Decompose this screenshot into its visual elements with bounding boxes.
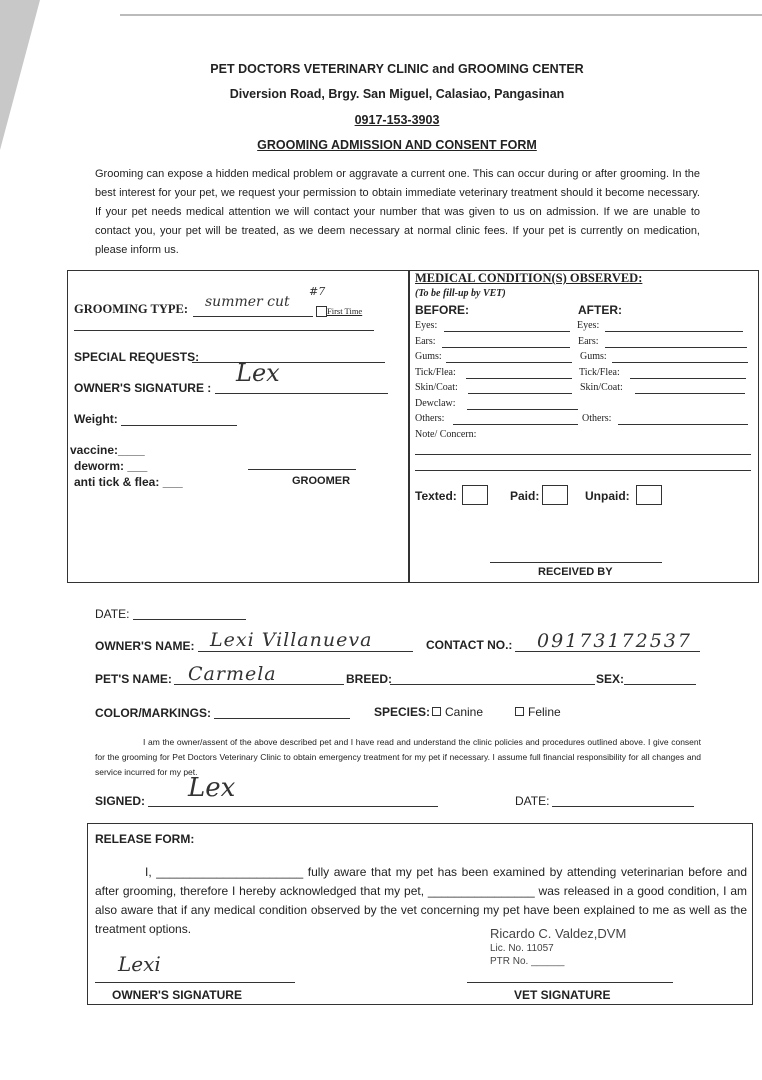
column-divider [408, 270, 410, 582]
before-others-field[interactable] [453, 424, 578, 425]
date-label: DATE: [95, 607, 130, 621]
after-others-label: Others: [582, 413, 612, 424]
consent-text: I am the owner/assent of the above described pet and I have read and understand the clinic policies and procedures outlined above. I give consent for the grooming for Pet Doctors Veterinary Clinic to obtain emergency treatment for my pet if necessary. I assume full financial responsibility for all changes and service incurred for my pet. [95, 737, 701, 777]
pet-name-label: PET'S NAME: [95, 672, 172, 686]
before-dewclaw-field[interactable] [467, 409, 578, 410]
after-gums-label: Gums: [580, 351, 607, 362]
deworm-label[interactable]: deworm: ___ [74, 459, 148, 473]
medical-title: MEDICAL CONDITION(S) OBSERVED: [415, 271, 643, 285]
breed-field[interactable] [390, 684, 595, 685]
vet-stamp-name: Ricardo C. Valdez,DVM [490, 926, 627, 941]
before-eyes-field[interactable] [444, 331, 570, 332]
after-skin-label: Skin/Coat: [580, 382, 623, 393]
vaccine-label[interactable]: vaccine:____ [70, 443, 145, 457]
first-time-label: First Time [327, 306, 363, 316]
after-eyes-label: Eyes: [577, 320, 600, 331]
owner-name-value: Lexi Villanueva [210, 629, 373, 651]
owner-name-field[interactable] [198, 651, 413, 652]
vet-signature-label: VET SIGNATURE [514, 988, 611, 1002]
vet-stamp-ptr: PTR No. ______ [490, 956, 565, 967]
grooming-type-note: #7 [309, 285, 326, 298]
after-eyes-field[interactable] [605, 331, 743, 332]
date-field[interactable] [133, 619, 246, 620]
owner-release-signature-line[interactable] [95, 982, 295, 983]
before-ears-field[interactable] [442, 347, 570, 348]
before-ears-label: Ears: [415, 336, 436, 347]
before-gums-label: Gums: [415, 351, 442, 362]
sex-field[interactable] [624, 684, 696, 685]
grooming-type-value[interactable]: summer cut [205, 294, 290, 310]
intro-paragraph: Grooming can expose a hidden medical problem or aggravate a current one. This can occur during or after grooming. In the best interest for your pet, we request your permission to obtain immediate veterinary treatment should it become necessary. If your pet needs medical attention we will contact your number that was given to us on admission. If we are unable to contact you, your pet will be treated, as we deem necessary at normal clinic fees. If your pet is currently on medication, please inform us. [95, 168, 700, 256]
special-requests-label: SPECIAL REQUESTS: [74, 350, 200, 364]
breed-label: BREED: [346, 672, 393, 686]
owner-name-label: OWNER'S NAME: [95, 639, 195, 653]
after-ears-label: Ears: [578, 336, 599, 347]
scan-edge [120, 14, 762, 16]
consent-date-label: DATE: [515, 794, 550, 808]
canine-checkbox[interactable] [432, 707, 441, 716]
feline-label: Feline [528, 705, 561, 719]
owner-signature-value: Lex [236, 359, 280, 387]
note-line-1[interactable] [415, 454, 751, 455]
form-title: GROOMING ADMISSION AND CONSENT FORM [257, 138, 537, 152]
signed-field[interactable] [148, 806, 438, 807]
pet-name-value: Carmela [188, 663, 277, 685]
species-canine-option[interactable] [432, 705, 483, 719]
after-tick-label: Tick/Flea: [579, 367, 620, 378]
before-others-label: Others: [415, 413, 445, 424]
weight-field[interactable] [121, 425, 237, 426]
before-eyes-label: Eyes: [415, 320, 438, 331]
release-text: I, ______________________ fully aware that my pet has been examined by attending veterinarian before and after grooming, therefore I hereby acknowledged that my pet, ________________ was released in a good condition, I am also aware that if any medical condition observed by the vet concerning my pet have been explained to me as well as the treatment options. [95, 865, 747, 936]
owner-release-signature-label: OWNER'S SIGNATURE [112, 988, 242, 1002]
clinic-phone: 0917-153-3903 [354, 113, 440, 127]
grooming-type-label: GROOMING TYPE: [74, 302, 189, 316]
note-line-2[interactable] [415, 470, 751, 471]
unpaid-checkbox[interactable] [636, 485, 662, 505]
before-dewclaw-label: Dewclaw: [415, 398, 456, 409]
canine-label: Canine [445, 705, 484, 719]
before-tick-label: Tick/Flea: [415, 367, 456, 378]
note-label: Note/ Concern: [415, 429, 477, 440]
after-skin-field[interactable] [635, 393, 745, 394]
grooming-type-line [193, 316, 313, 317]
clinic-name: PET DOCTORS VETERINARY CLINIC and GROOMING CENTER [210, 62, 584, 76]
paid-checkbox[interactable] [542, 485, 568, 505]
owner-signature-field[interactable] [215, 393, 388, 394]
first-time-checkbox[interactable] [316, 306, 327, 317]
sex-label: SEX: [596, 672, 625, 686]
release-title: RELEASE FORM: [95, 832, 195, 846]
vet-signature-line[interactable] [467, 982, 673, 983]
weight-label: Weight: [74, 412, 118, 426]
texted-checkbox[interactable] [462, 485, 488, 505]
paid-label: Paid: [510, 489, 540, 503]
after-gums-field[interactable] [612, 362, 748, 363]
after-label: AFTER: [578, 303, 622, 317]
feline-checkbox[interactable] [515, 707, 524, 716]
owner-release-signature-value: Lexi [118, 952, 161, 976]
received-by-line[interactable] [490, 562, 662, 563]
color-field[interactable] [214, 718, 350, 719]
signed-value: Lex [188, 773, 236, 803]
before-skin-field[interactable] [468, 393, 572, 394]
before-label: BEFORE: [415, 303, 469, 317]
contact-value: 09173172537 [537, 630, 692, 652]
clinic-address: Diversion Road, Brgy. San Miguel, Calasiao, Pangasinan [229, 87, 565, 101]
unpaid-label: Unpaid: [585, 489, 630, 503]
before-gums-field[interactable] [446, 362, 572, 363]
special-requests-field[interactable] [192, 362, 385, 363]
color-label: COLOR/MARKINGS: [95, 706, 211, 720]
owner-signature-label: OWNER'S SIGNATURE : [74, 381, 212, 395]
after-tick-field[interactable] [630, 378, 746, 379]
antitick-label[interactable]: anti tick & flea: ___ [74, 475, 183, 489]
species-label: SPECIES: [374, 705, 431, 719]
after-others-field[interactable] [618, 424, 748, 425]
contact-label: CONTACT NO.: [426, 638, 513, 652]
medical-subtitle: (To be fill-up by VET) [415, 288, 506, 299]
species-feline-option[interactable] [515, 705, 561, 719]
groomer-line [248, 469, 356, 470]
received-by-label: RECEIVED BY [538, 566, 613, 578]
vet-stamp-lic: Lic. No. 11057 [490, 943, 554, 954]
signed-label: SIGNED: [95, 794, 146, 808]
consent-date-field[interactable] [552, 806, 694, 807]
after-ears-field[interactable] [605, 347, 747, 348]
texted-label: Texted: [415, 489, 457, 503]
before-skin-label: Skin/Coat: [415, 382, 458, 393]
before-tick-field[interactable] [466, 378, 572, 379]
grooming-type-line-2 [74, 330, 374, 331]
groomer-label: GROOMER [292, 475, 351, 487]
